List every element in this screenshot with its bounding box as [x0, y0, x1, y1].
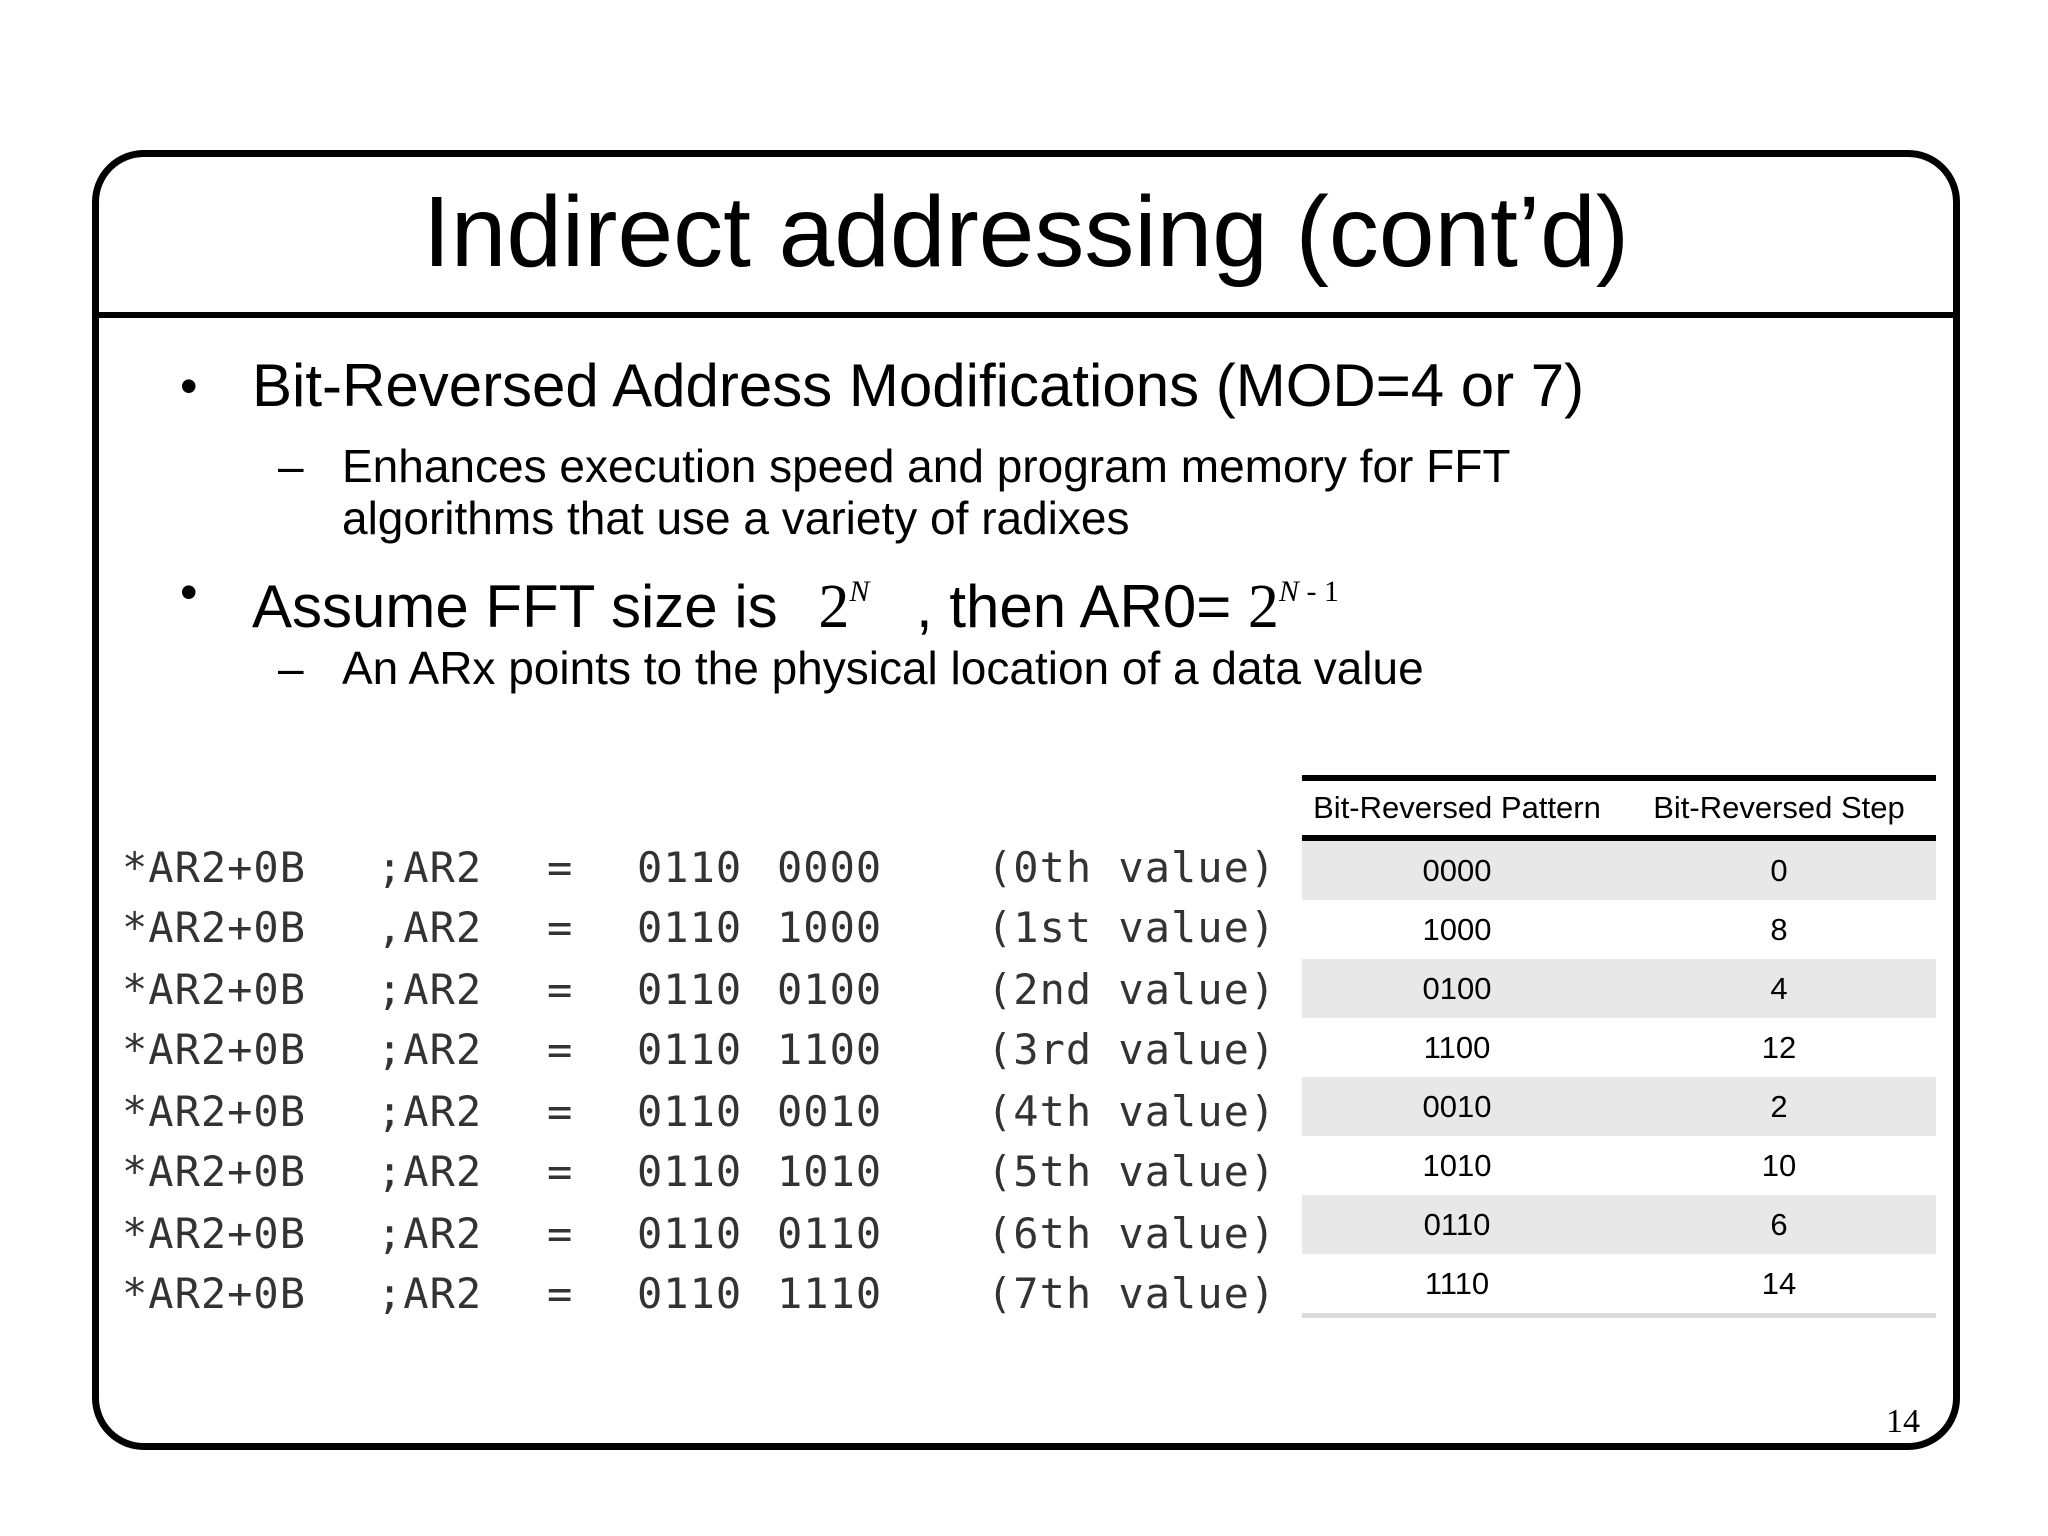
page-number: 14: [1886, 1403, 1920, 1440]
code-address-low: 1010: [777, 1147, 883, 1196]
table-cell-step: 12: [1761, 1030, 1797, 1065]
math-ar0-value: [1248, 573, 1339, 641]
code-instruction: *AR2+0B: [122, 1209, 307, 1258]
table-cell-step: 2: [1770, 1089, 1788, 1124]
sub-bullet-arx: An ARx points to the physical location of a data value: [342, 642, 1424, 694]
code-register: ;AR2: [377, 1025, 483, 1074]
math-base: 2: [1247, 573, 1279, 641]
table-cell-step: 6: [1770, 1207, 1788, 1242]
table-cell-step: 10: [1761, 1148, 1797, 1183]
code-address-high: 0110: [637, 965, 743, 1014]
bullet-fft-size-prefix: Assume FFT size is: [252, 573, 778, 640]
code-address-low: 0110: [777, 1209, 883, 1258]
code-instruction: *AR2+0B: [122, 965, 307, 1014]
table-cell-pattern: 1000: [1422, 912, 1492, 947]
table-cell-pattern: 0110: [1423, 1207, 1491, 1242]
code-comment: (6th value): [987, 1209, 1277, 1258]
sub-bullet-dash: –: [278, 642, 304, 694]
code-comment: (1st value): [987, 903, 1277, 952]
bullet-bit-reversed: Bit-Reversed Address Modifications (MOD=4 or 7): [252, 352, 1585, 419]
code-register: ,AR2: [377, 903, 483, 952]
table-row: [1302, 959, 1936, 1018]
table-header-step: Bit-Reversed Step: [1653, 790, 1905, 825]
code-instruction: *AR2+0B: [122, 903, 307, 952]
code-register: ;AR2: [377, 1087, 483, 1136]
sub-bullet-dash: –: [278, 440, 304, 492]
code-address-high: 0110: [637, 1087, 743, 1136]
table-bottom-rule: [1302, 1313, 1936, 1318]
table-cell-step: 8: [1770, 912, 1788, 947]
table-row: [1302, 841, 1936, 900]
slide-title: Indirect addressing (cont’d): [422, 176, 1630, 288]
table-cell-pattern: 0100: [1422, 971, 1492, 1006]
math-exponent-minus-one: - 1: [1298, 575, 1339, 608]
bullet-marker: •: [180, 564, 198, 620]
math-fft-size: [818, 573, 869, 641]
code-equals: =: [547, 1087, 574, 1136]
code-address-low: 1100: [777, 1025, 883, 1074]
bullet-marker: •: [180, 358, 198, 414]
table-row: [1302, 1077, 1936, 1136]
code-instruction: *AR2+0B: [122, 1025, 307, 1074]
sub-bullet-enhances-line1: Enhances execution speed and program memory for FFT: [342, 440, 1511, 492]
table-header-pattern: Bit-Reversed Pattern: [1313, 790, 1601, 825]
math-base: 2: [818, 573, 850, 641]
table-cell-pattern: 1010: [1422, 1148, 1492, 1183]
table-row: [1302, 1018, 1936, 1077]
code-equals: =: [547, 1269, 574, 1318]
code-address-high: 0110: [637, 1269, 743, 1318]
table-cell-pattern: 0010: [1422, 1089, 1492, 1124]
table-row: [1302, 1136, 1936, 1195]
code-address-high: 0110: [637, 1147, 743, 1196]
table-row: [1302, 1195, 1936, 1254]
code-address-high: 0110: [637, 843, 743, 892]
code-comment: (0th value): [987, 843, 1277, 892]
code-equals: =: [547, 903, 574, 952]
code-equals: =: [547, 965, 574, 1014]
code-address-high: 0110: [637, 1025, 743, 1074]
code-comment: (3rd value): [987, 1025, 1277, 1074]
code-comment: (5th value): [987, 1147, 1277, 1196]
table-cell-step: 4: [1770, 971, 1788, 1006]
table-row: [1302, 1254, 1936, 1313]
table-cell-pattern: 1100: [1423, 1030, 1491, 1065]
sub-bullet-enhances-line2: algorithms that use a variety of radixes: [342, 492, 1130, 544]
bullet-fft-size-mid: , then AR0=: [916, 573, 1232, 640]
code-address-low: 0100: [777, 965, 883, 1014]
title-divider: [92, 312, 1960, 318]
code-address-low: 1000: [777, 903, 883, 952]
code-equals: =: [547, 1025, 574, 1074]
code-register: ;AR2: [377, 1147, 483, 1196]
table-cell-step: 14: [1761, 1266, 1797, 1301]
code-register: ;AR2: [377, 965, 483, 1014]
table-cell-pattern: 1110: [1424, 1266, 1490, 1301]
code-address-low: 1110: [777, 1269, 883, 1318]
math-exponent-n: N: [849, 575, 870, 608]
code-comment: (7th value): [987, 1269, 1277, 1318]
code-comment: (2nd value): [987, 965, 1277, 1014]
code-equals: =: [547, 1147, 574, 1196]
code-equals: =: [547, 1209, 574, 1258]
code-register: ;AR2: [377, 1269, 483, 1318]
code-address-low: 0000: [777, 843, 883, 892]
code-address-high: 0110: [637, 903, 743, 952]
table-cell-step: 0: [1770, 853, 1788, 888]
code-register: ;AR2: [377, 1209, 483, 1258]
code-equals: =: [547, 843, 574, 892]
code-address-low: 0010: [777, 1087, 883, 1136]
table-row: [1302, 900, 1936, 959]
code-address-high: 0110: [637, 1209, 743, 1258]
code-comment: (4th value): [987, 1087, 1277, 1136]
bullet-fft-size: [252, 556, 1339, 643]
code-register: ;AR2: [377, 843, 483, 892]
code-instruction: *AR2+0B: [122, 1269, 307, 1318]
code-instruction: *AR2+0B: [122, 843, 307, 892]
table-cell-pattern: 0000: [1422, 853, 1492, 888]
math-exponent-n: N: [1278, 575, 1299, 608]
code-instruction: *AR2+0B: [122, 1087, 307, 1136]
code-instruction: *AR2+0B: [122, 1147, 307, 1196]
